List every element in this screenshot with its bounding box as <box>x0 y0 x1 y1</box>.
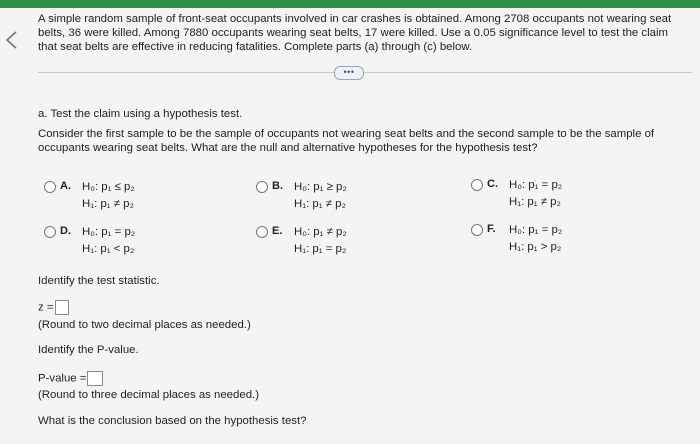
option-d-letter: D. <box>60 225 71 237</box>
conclusion-question: What is the conclusion based on the hypothesis test? <box>38 415 307 427</box>
hypothesis-question: Consider the first sample to be the sample of occupants not wearing seat belts and the second sample to be the sample of occupants wearing seat belts. What are the null and alternative hypotheses for the hypothesis test? <box>38 128 655 155</box>
option-e-alt: H₁: p₁ = p₂ <box>294 243 347 255</box>
option-a-null: H₀: p₁ ≤ p₂ <box>82 181 135 193</box>
option-c-null: H₀: p₁ = p₂ <box>509 179 563 191</box>
top-accent-bar <box>0 0 700 8</box>
z-input[interactable] <box>55 300 69 315</box>
option-b-letter: B. <box>272 180 283 192</box>
option-e-letter: E. <box>272 225 283 237</box>
problem-statement: A simple random sample of front-seat occupants involved in car crashes is obtained. Among 2708 occupants not wearing seat belts, 36 were killed. Among 7880 occupants wearing seat belts, 17 were killed. Use a 0.05 significance level to test the claim that seat belts are effective in reducing fatalities. Complete parts (a) through (c) below. <box>38 13 672 54</box>
option-e-radio[interactable] <box>256 226 268 238</box>
option-c-letter: C. <box>487 178 498 190</box>
p-value-input[interactable] <box>87 371 103 386</box>
option-a-radio[interactable] <box>44 181 56 193</box>
p-value-label: P-value = <box>38 372 87 385</box>
back-arrow-icon[interactable] <box>2 30 22 50</box>
identify-p-value: Identify the P-value. <box>38 344 139 356</box>
option-b-alt: H₁: p₁ ≠ p₂ <box>294 198 346 210</box>
z-label: z = <box>38 301 54 314</box>
option-f-alt: H₁: p₁ > p₂ <box>509 241 562 253</box>
option-d-null: H₀: p₁ = p₂ <box>82 226 136 238</box>
identify-test-statistic: Identify the test statistic. <box>38 275 160 287</box>
option-b-null: H₀: p₁ ≥ p₂ <box>294 181 347 193</box>
option-c-radio[interactable] <box>471 179 483 191</box>
option-d-alt: H₁: p₁ < p₂ <box>82 243 135 255</box>
option-b-radio[interactable] <box>256 181 268 193</box>
round-three-note: (Round to three decimal places as needed.) <box>38 389 259 401</box>
section-divider <box>38 72 692 73</box>
option-e-null: H₀: p₁ ≠ p₂ <box>294 226 347 238</box>
round-two-note: (Round to two decimal places as needed.) <box>38 319 251 331</box>
part-a-heading: a. Test the claim using a hypothesis test. <box>38 108 243 120</box>
expand-more-button[interactable]: ••• <box>334 66 364 80</box>
option-d-radio[interactable] <box>44 226 56 238</box>
z-answer-row <box>38 300 69 315</box>
option-a-alt: H₁: p₁ ≠ p₂ <box>82 198 134 210</box>
option-f-radio[interactable] <box>471 224 483 236</box>
option-f-null: H₀: p₁ = p₂ <box>509 224 563 236</box>
p-value-answer-row <box>38 371 103 386</box>
option-a-letter: A. <box>60 180 71 192</box>
option-c-alt: H₁: p₁ ≠ p₂ <box>509 196 561 208</box>
option-f-letter: F. <box>487 223 496 235</box>
